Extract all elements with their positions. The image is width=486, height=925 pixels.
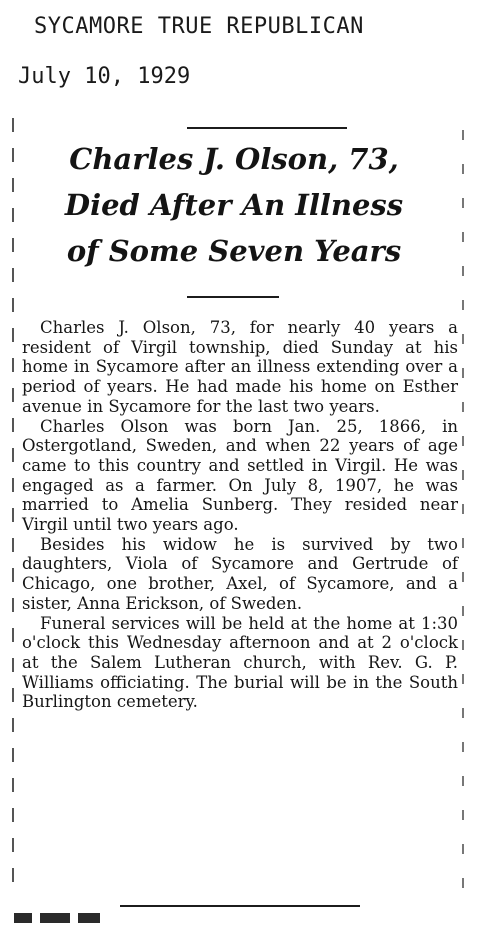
clipping-right-edge	[462, 130, 464, 900]
headline-line-2: Died After An Illness	[64, 188, 404, 222]
publication-date: July 10, 1929	[18, 64, 191, 89]
article-body	[22, 318, 458, 712]
headline-line-3: of Some Seven Years	[66, 234, 402, 268]
cut-off-next-headline	[14, 913, 154, 925]
headline-bottom-rule	[187, 296, 279, 298]
article-end-rule	[120, 905, 360, 907]
newspaper-name: SYCAMORE TRUE REPUBLICAN	[34, 14, 364, 39]
headline-top-rule	[187, 127, 347, 129]
article-paragraph: Funeral services will be held at the home at 1:30 o'clock this Wednesday afternoon and at 2 o'clock at the Salem Lutheran church, with Rev. G. P. Williams officiating. The burial will be in the South Burlington cemetery.	[22, 613, 458, 712]
article-paragraph: Charles J. Olson, 73, for nearly 40 years a resident of Virgil township, died Sunday at his home in Sycamore after an illness extending over a period of years. He had made his home on Esther avenue in Sycamore for the last two years.	[22, 318, 458, 416]
article-paragraph: Charles Olson was born Jan. 25, 1866, in Ostergotland, Sweden, and when 22 years of age came to this country and settled in Virgil. He was engaged as a farmer. On July 8, 1907, he was married to Amelia Sunberg. They resided near Virgil until two years ago.	[22, 416, 458, 535]
headline-line-1: Charles J. Olson, 73,	[69, 142, 399, 176]
article-paragraph: Besides his widow he is survived by two daughters, Viola of Sycamore and Gertrude of Chicago, one brother, Axel, of Sycamore, and a sister, Anna Erickson, of Sweden.	[22, 534, 458, 613]
headline	[14, 136, 454, 274]
